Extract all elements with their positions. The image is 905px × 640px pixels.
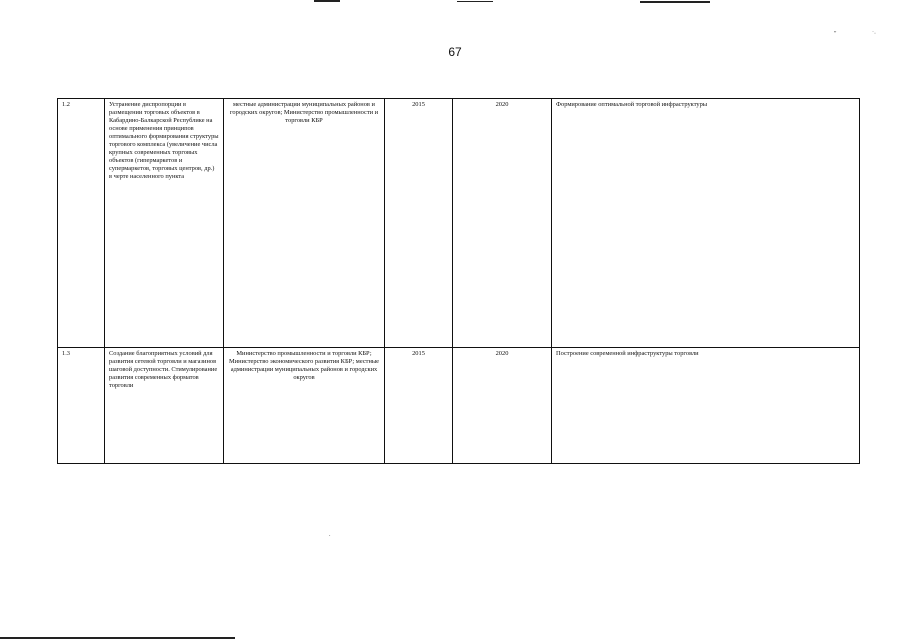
corner-mark-1: ″ [834,31,837,37]
row-number: 1.2 [58,99,105,348]
start-year: 2015 [385,348,453,464]
start-year: 2015 [385,99,453,348]
executors-text: Министерство промышленности и торговли КБР; Министерство экономического развития КБР; местные администрации муниципальных районов и городских округов [224,348,385,464]
measure-text: Создание благоприятных условий для развития сетевой торговли и магазинов шаговой доступности. Стимулирование развития современных форматов торговли [105,348,224,464]
expected-result: Формирование оптимальной торговой инфраструктуры [552,99,860,348]
table-row [58,348,860,464]
row-number: 1.3 [58,348,105,464]
measures-table [57,98,860,464]
scan-mark-top-middle [457,1,493,2]
page-number: 67 [448,45,462,59]
table-row [58,99,860,348]
end-year: 2020 [453,99,552,348]
expected-result: Построение современной инфраструктуры торговли [552,348,860,464]
end-year: 2020 [453,348,552,464]
corner-mark-2: ˙· [872,31,876,37]
scan-dot: . [329,532,331,538]
executors-text: местные администрации муниципальных районов и городских округов; Министерство промышленности и торговли КБР [224,99,385,348]
measure-text: Устранение диспропорции в размещении торговых объектов в Кабардино-Балкарской Республике на основе применения принципов оптимального формирования структуры торгового комплекса (увеличение числа крупных современных торговых объектов (гипермаркетов и супермаркетов, торговых центров, др.) в черте населенного пункта [105,99,224,348]
scan-mark-top-left [314,0,340,2]
scan-mark-top-right [640,1,710,3]
scan-mark-bottom-left [0,637,235,639]
